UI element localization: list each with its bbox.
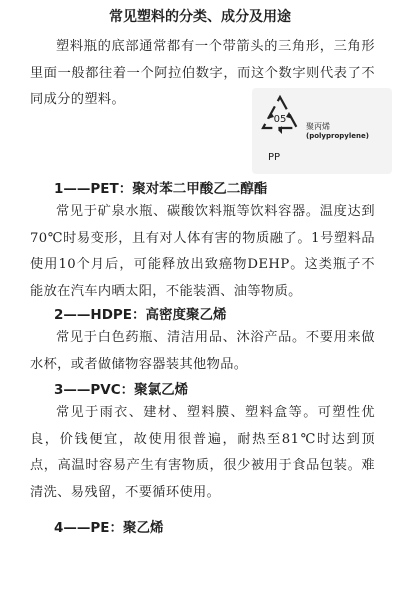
logo-number: 05	[273, 114, 287, 125]
section-heading: 3——PVC：聚氯乙烯	[54, 382, 189, 398]
section-heading: 1——PET：聚对苯二甲酸乙二醇酯	[54, 181, 268, 197]
logo-name-cn: 聚丙烯	[306, 122, 330, 131]
pp-recycle-logo	[248, 92, 398, 170]
section-body: 常见于雨衣、建材、塑料膜、塑料盒等。可塑性优良，价钱便宜，故使用很普遍，耐热至81℃时达到顶点，高温时容易产生有害物质，很少被用于食品包装。难清洗、易残留，不要循环使用。	[30, 405, 375, 500]
intro-paragraph: 塑料瓶的底部通常都有一个带箭头的三角形，三角形里面一般都往着一个阿拉伯数字，而这个数字则代表了不同成分的塑料。	[30, 39, 375, 107]
recycle-triangle-icon	[258, 92, 302, 136]
section-heading: 4——PE：聚乙烯	[54, 520, 164, 536]
document-title: 常见塑料的分类、成分及用途	[109, 9, 291, 25]
section-body: 常见于白色药瓶、清洁用品、沐浴产品。不要用来做水杯，或者做储物容器装其他物品。	[30, 330, 375, 372]
logo-name-en: (polypropylene)	[306, 132, 369, 140]
section-heading: 2——HDPE：高密度聚乙烯	[54, 307, 227, 323]
section-body: 常见于矿泉水瓶、碳酸饮料瓶等饮料容器。温度达到70℃时易变形，且有对人体有害的物质融了。1号塑料品使用10个月后，可能释放出致癌物DEHP。这类瓶子不能放在汽车内晒太阳，不能装酒、油等物质。	[30, 204, 375, 299]
logo-abbreviation: PP	[268, 152, 281, 163]
